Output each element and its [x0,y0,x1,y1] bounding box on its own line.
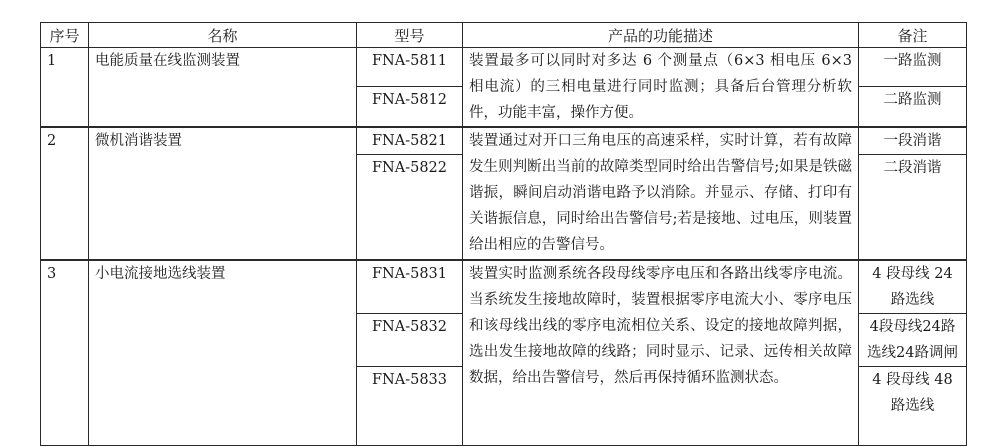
row-number: 1 [41,48,89,128]
row-number: 3 [41,260,89,446]
row-number: 2 [41,127,89,260]
description-cell: 装置最多可以同时对多达 6 个测量点（6×3 相电压 6×3 相电流）的三相电量进行同时监测；具备后台管理分析软件，功能丰富，操作方便。 [463,48,859,128]
model-cell: FNA-5821 [357,127,463,155]
product-name: 微机消谐装置 [89,127,357,260]
header-note: 备注 [859,23,967,48]
product-name: 电能质量在线监测装置 [89,48,357,128]
table-row [41,260,967,314]
table-row [41,127,967,155]
note-cell: 4段母线24路选线24路调闸 [859,314,967,367]
model-cell: FNA-5811 [357,48,463,87]
note-cell: 4 段母线 24 路选线 [859,260,967,314]
header-no: 序号 [41,23,89,48]
table-row [41,48,967,87]
note-cell: 4 段母线 48 路选线 [859,367,967,446]
model-cell: FNA-5833 [357,367,463,446]
description-cell: 装置通过对开口三角电压的高速采样，实时计算，若有故障发生则判断出当前的故障类型同时给出告警信号;如果是铁磁谐振，瞬间启动消谐电路予以消除。并显示、存储、打印有关谐振信息，同时给出告警信号;若是接地、过电压，则装置给出相应的告警信号。 [463,127,859,260]
model-cell: FNA-5831 [357,260,463,314]
header-description: 产品的功能描述 [463,23,859,48]
model-cell: FNA-5822 [357,155,463,261]
note-cell: 一段消谐 [859,127,967,155]
product-name: 小电流接地选线装置 [89,260,357,446]
note-cell: 二段消谐 [859,155,967,261]
note-cell: 二路监测 [859,87,967,127]
model-cell: FNA-5812 [357,87,463,127]
header-model: 型号 [357,23,463,48]
header-row [41,23,967,48]
model-cell: FNA-5832 [357,314,463,367]
description-cell: 装置实时监测系统各段母线零序电压和各路出线零序电流。当系统发生接地故障时，装置根据零序电流大小、零序电压和该母线出线的零序电流相位关系、设定的接地故障判据，选出发生接地故障的线路；同时显示、记录、远传相关故障数据，给出告警信号，然后再保持循环监测状态。 [463,260,859,446]
note-cell: 一路监测 [859,48,967,87]
header-name: 名称 [89,23,357,48]
product-spec-table [40,22,967,446]
